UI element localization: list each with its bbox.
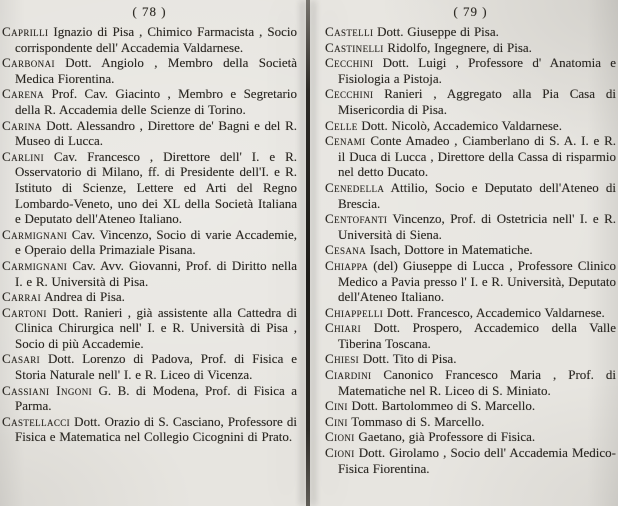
directory-entry [325, 86, 616, 117]
entry-surname: Ciardini [325, 367, 372, 383]
entry-details: Canonico Francesco Maria , Prof. di Matematiche nel R. Liceo di S. Miniato. [338, 367, 616, 398]
entry-details: Ignazio di Pisa , Chimico Farmacista , Socio corrispondente dell' Accademia Valdarnese. [15, 24, 297, 55]
entry-details: Ridolfo, Ingegnere, di Pisa. [383, 39, 532, 55]
entry-surname: Cioni [325, 445, 355, 461]
entry-details: Andrea di Pisa. [41, 289, 125, 305]
directory-entry [325, 24, 616, 40]
entry-details: Dott. Ranieri , già assistente alla Cattedra di Clinica Chirurgica nell' I. e R. Università di Pisa , Socio di più Accademie. [15, 304, 297, 351]
page-78 [0, 0, 306, 506]
directory-entry [2, 414, 297, 445]
directory-entry [2, 86, 297, 117]
entry-surname: Chiappa [325, 257, 369, 273]
directory-entry [325, 305, 616, 321]
entry-details: Vincenzo, Prof. di Ostetricia nell' I. e R. Università di Siena. [338, 211, 616, 242]
directory-entry [325, 211, 616, 242]
entry-surname: Cassiani Ingoni [2, 382, 92, 398]
entry-details: Cav. Francesco , Direttore dell' I. e R. Osservatorio di Milano, ff. di Presidente dell'I. e R. Istituto di Scienze, Lettere ed Arti del Regno Lombardo-Veneto, uno dei XL della Società Italiana e Deputato dell'Ateneo Italiano. [15, 148, 297, 227]
directory-entry [2, 289, 297, 305]
entry-details: Cav. Vincenzo, Socio di varie Accademie, e Operaio della Primaziale Pisana. [15, 226, 297, 258]
directory-entry [325, 258, 616, 305]
entry-surname: Chiesi [325, 351, 360, 367]
entry-surname: Casari [2, 351, 41, 367]
entry-surname: Carmignani [2, 226, 68, 242]
entry-surname: Carbonai [2, 55, 55, 71]
directory-entry [325, 320, 616, 351]
directory-entry [325, 445, 616, 476]
entry-surname: Chiari [325, 320, 362, 336]
entry-details: Dott. Luigi , Professore d' Anatomia e Fisiologia a Pistoja. [338, 55, 616, 86]
entry-surname: Celle [325, 117, 358, 133]
entry-details: Dott. Orazio di S. Casciano, Professore di Fisica e Matematica nel Collegio Cicognini di Prato. [15, 413, 297, 445]
entry-details: (del) Giuseppe di Lucca , Professore Clinico Medico a Pavia presso l' I. e R. Università, Deputato dell'Ateneo Italiano. [338, 257, 616, 305]
directory-entry [2, 383, 297, 414]
directory-entry [325, 55, 616, 86]
directory-entry [325, 351, 616, 367]
entry-surname: Cartoni [2, 304, 47, 320]
entry-surname: Cecchini [325, 55, 374, 71]
directory-entry [2, 305, 297, 352]
entry-details: Dott. Tito di Pisa. [359, 351, 457, 367]
directory-entry [325, 429, 616, 445]
page-number: ( 78 ) [132, 4, 167, 19]
entry-details: Dott. Prospero, Accademico della Valle Tiberina Toscana. [338, 320, 616, 351]
entry-details: Ranieri , Aggregato alla Pia Casa di Misericordia di Pisa. [338, 86, 616, 117]
entry-surname: Centofanti [325, 211, 388, 227]
entry-details: Dott. Angiolo , Membro della Società Medica Fiorentina. [15, 55, 297, 86]
entry-details: Dott. Giuseppe di Pisa. [373, 24, 499, 39]
page-79 [312, 0, 618, 506]
entry-surname: Cesana [325, 242, 367, 258]
entry-details: Dott. Bartolommeo di S. Marcello. [347, 398, 536, 414]
directory-entry [325, 180, 616, 211]
entry-surname: Caprilli [2, 24, 49, 39]
directory-entry [325, 414, 616, 430]
entry-surname: Chiappelli [325, 304, 384, 320]
directory-entry [2, 118, 297, 149]
page-number: ( 79 ) [453, 4, 488, 19]
directory-entry [2, 55, 297, 86]
directory-entry [2, 24, 297, 55]
entry-details: Isach, Dottore in Matematiche. [366, 242, 533, 258]
directory-entry [325, 242, 616, 258]
directory-entry [2, 351, 297, 382]
entry-details: Dott. Alessandro , Direttore de' Bagni e del R. Museo di Lucca. [15, 117, 297, 149]
directory-entry [325, 367, 616, 398]
directory-entry [325, 118, 616, 134]
directory-entry [325, 40, 616, 56]
entry-details: G. B. di Modena, Prof. di Fisica a Parma. [15, 382, 298, 414]
entry-surname: Carena [2, 86, 45, 102]
entry-details: Dott. Nicolò, Accademico Valdarnese. [357, 117, 562, 133]
entry-details: Dott. Francesco, Accademico Valdarnese. [383, 304, 605, 320]
entry-details: Gaetano, già Professore di Fisica. [354, 429, 536, 445]
entry-surname: Castinelli [325, 39, 384, 55]
entry-surname: Carmignani [2, 257, 68, 273]
book-spine-gutter [306, 0, 310, 506]
entry-surname: Carlini [2, 148, 44, 164]
directory-entry [2, 258, 297, 289]
entry-surname: Carrai [2, 289, 42, 305]
directory-entry [325, 133, 616, 180]
entry-details: Dott. Lorenzo di Padova, Prof. di Fisica e Storia Naturale nell' I. e R. Liceo di Vicenza. [15, 351, 297, 383]
entry-surname: Cioni [325, 429, 355, 445]
entry-surname: Cini [325, 413, 348, 429]
entry-surname: Cenedella [325, 179, 385, 195]
entry-surname: Carina [2, 117, 42, 133]
entry-surname: Cecchini [325, 86, 374, 102]
directory-entry [325, 398, 616, 414]
entry-details: Attilio, Socio e Deputato dell'Ateneo di Brescia. [338, 179, 616, 211]
entry-details: Cav. Avv. Giovanni, Prof. di Diritto nella I. e R. Università di Pisa. [15, 257, 297, 289]
entry-details: Dott. Girolamo , Socio dell' Accademia Medico-Fisica Fiorentina. [338, 445, 616, 476]
entry-surname: Castelli [325, 24, 374, 39]
directory-entry [2, 227, 297, 258]
entry-details: Prof. Cav. Giacinto , Membro e Segretario della R. Accademia delle Scienze di Torino. [15, 86, 297, 117]
entry-surname: Castellacci [2, 413, 71, 429]
directory-entry [2, 149, 297, 227]
entry-surname: Cenami [325, 133, 366, 149]
entry-surname: Cini [325, 398, 348, 414]
entry-details: Tommaso di S. Marcello. [347, 413, 485, 429]
entry-details: Conte Amadeo , Ciamberlano di S. A. I. e R. il Duca di Lucca , Direttore della Cassa di risparmio nel detto Ducato. [338, 133, 616, 180]
